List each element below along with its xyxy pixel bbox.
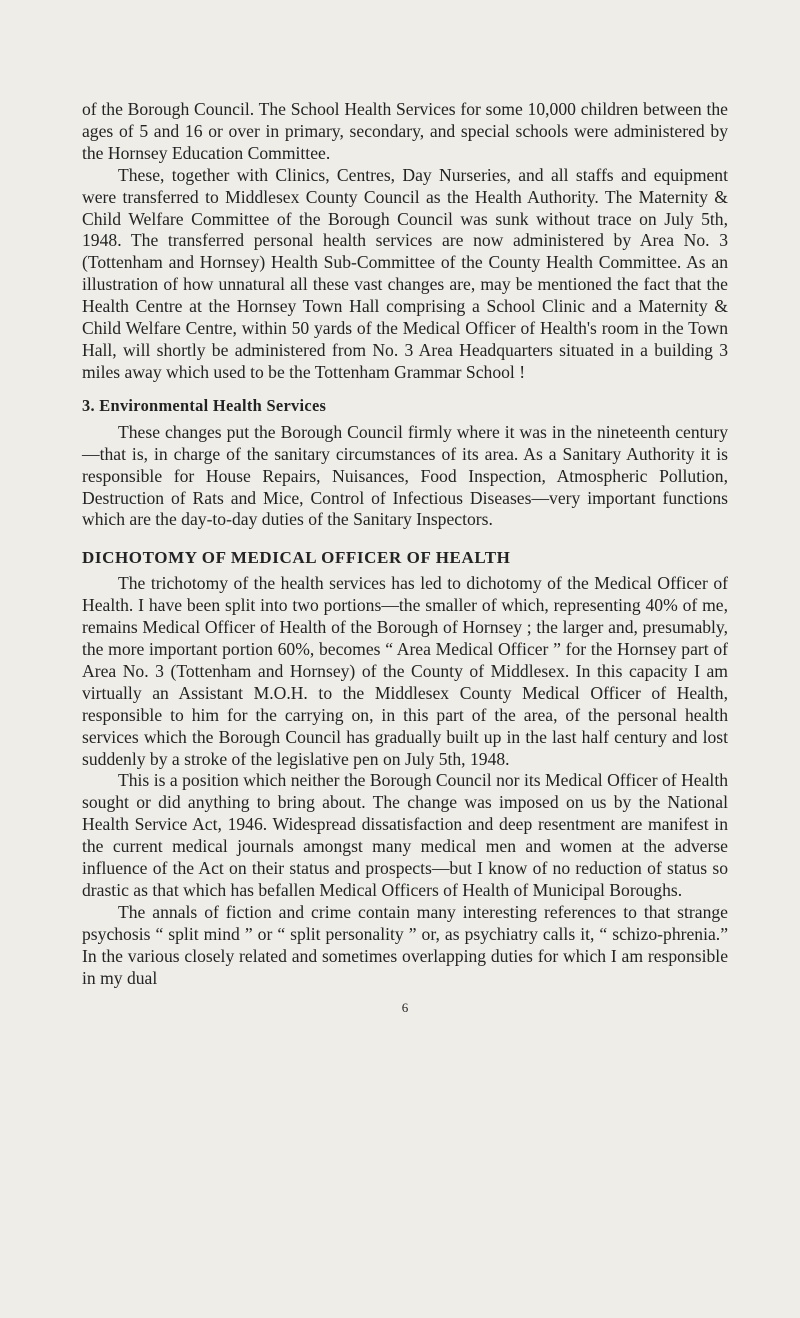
- page-number: 6: [401, 999, 409, 1015]
- document-page: [82, 99, 728, 1016]
- paragraph-transfer: These, together with Clinics, Centres, Day Nurseries, and all staffs and equipment were transferred to Middlesex County Council as the Health Authority. The Maternity & Child Welfare Committee of the Borough Council was sunk without trace on July 5th, 1948. The transferred personal health services are now administered by Area No. 3 (Tottenham and Hornsey) Health Sub-Committee of the County Health Committee. As an illustration of how unnatural all these vast changes are, may be mentioned the fact that the Health Centre at the Hornsey Town Hall comprising a School Clinic and a Maternity & Child Welfare Centre, within 50 yards of the Medical Officer of Health's room in the Town Hall, will shortly be administered from No. 3 Area Headquarters situated in a building 3 miles away which used to be the Tottenham Grammar School !: [82, 164, 728, 382]
- paragraph-trichotomy: The trichotomy of the health services has led to dichotomy of the Medical Officer of Health. I have been split into two portions—the smaller of which, representing 40% of me, remains Medical Officer of Health of the Borough of Hornsey ; the larger and, presumably, the more important portion 60%, becomes “ Area Medical Officer ” for the Hornsey part of Area No. 3 (Tottenham and Hornsey) of the County of Middlesex. In this capacity I am virtually an Assistant M.O.H. to the Middlesex County Medical Officer of Health, responsible to him for the carrying on, in this part of the area, of the personal health services which the Borough Council has gradually built up in the last half century and lost suddenly by a stroke of the legislative pen on July 5th, 1948.: [82, 573, 728, 769]
- paragraph-position: This is a position which neither the Borough Council nor its Medical Officer of Health sought or did anything to bring about. The change was imposed on us by the National Health Service Act, 1946. Widespread dissatisfaction and deep resentment are manifest in the current medical journals amongst many medical men and women at the adverse influence of the Act on their status and prospects—but I know of no reduction of status so drastic as that which has befallen Medical Officers of Health of Municipal Boroughs.: [82, 770, 728, 900]
- heading-dichotomy: DICHOTOMY OF MEDICAL OFFICER OF HEALTH: [82, 548, 511, 568]
- paragraph-annals: The annals of fiction and crime contain many interesting references to that strange psychosis “ split mind ” or “ split personality ” or, as psychiatry calls it, “ schizo-phrenia.” In the various closely related and sometimes overlapping duties for which I am responsible in my dual: [82, 901, 728, 988]
- paragraph-school-health: of the Borough Council. The School Health Services for some 10,000 children between the ages of 5 and 16 or over in primary, secondary, and special schools were administered by the Hornsey Education Committee.: [82, 99, 728, 163]
- paragraph-sanitary-authority: These changes put the Borough Council firmly where it was in the nineteenth century—that is, in charge of the sanitary circumstances of its area. As a Sanitary Authority it is responsible for House Repairs, Nuisances, Food Inspection, Atmospheric Pollution, Destruction of Rats and Mice, Control of Infectious Diseases—very important functions which are the day-to-day duties of the Sanitary Inspectors.: [82, 421, 728, 530]
- heading-environmental-health: 3. Environmental Health Services: [82, 395, 327, 415]
